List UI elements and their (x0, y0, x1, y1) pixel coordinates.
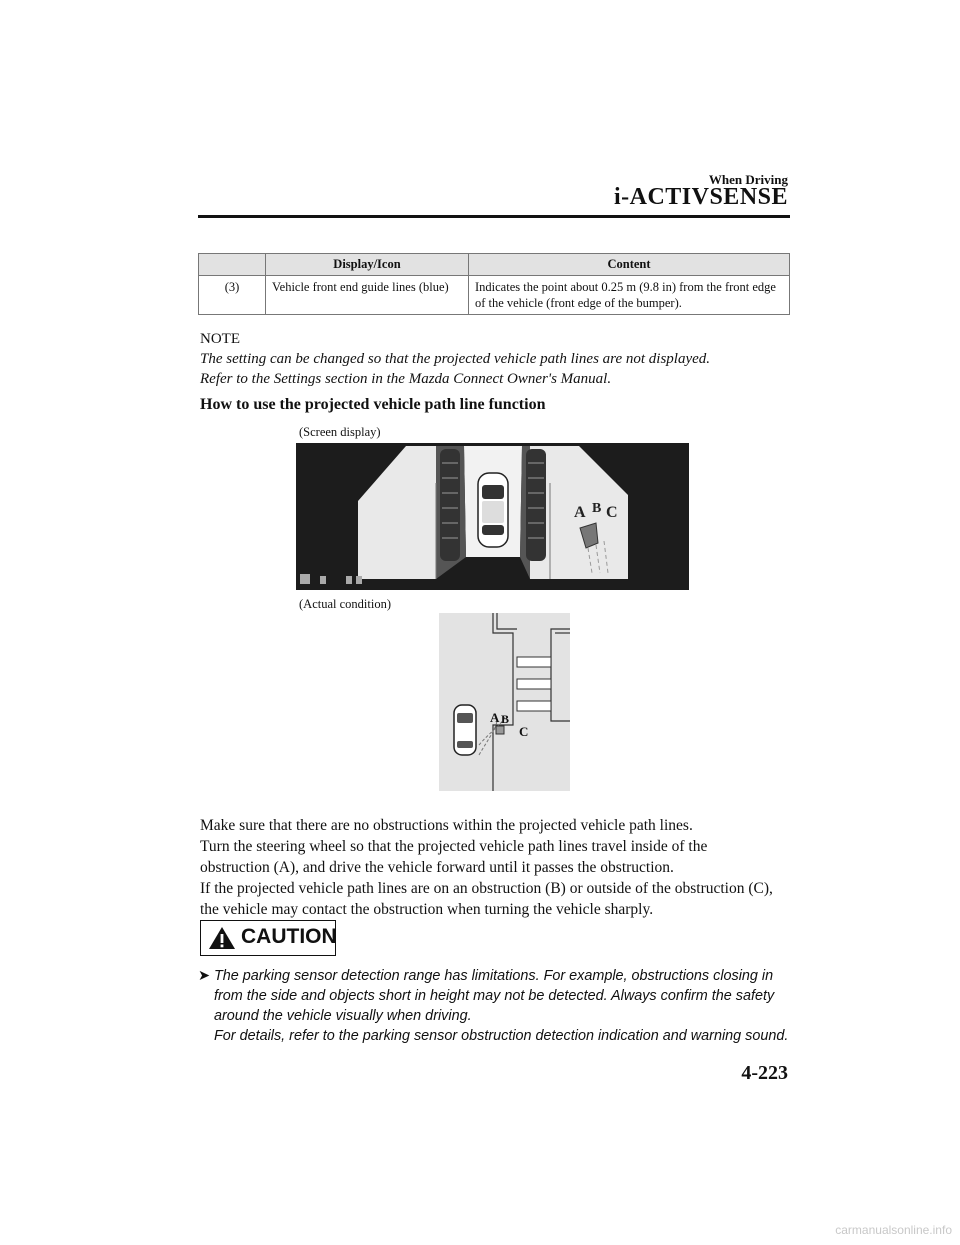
table-row (199, 276, 790, 315)
table-cell-content: Indicates the point about 0.25 m (9.8 in) from the front edge of the vehicle (front edge of the bumper). (469, 276, 790, 315)
note-line: The setting can be changed so that the projected vehicle path lines are not displayed. (200, 351, 711, 367)
screen-display-caption: (Screen display) (299, 425, 381, 439)
label-c: C (606, 504, 618, 521)
caution-line: from the side and objects short in height may not be detected. Always confirm the safety (214, 988, 775, 1004)
table-header-empty (199, 254, 266, 276)
warning-triangle-icon (208, 926, 236, 950)
label-b: B (592, 501, 602, 516)
table-header-row (199, 254, 790, 276)
caution-line: around the vehicle visually when driving. (214, 1008, 472, 1024)
table-cell-id: (3) (199, 276, 266, 315)
header-rule (198, 215, 790, 218)
screen-display-figure (296, 443, 689, 590)
caution-line: The parking sensor detection range has limitations. For example, obstructions closing in (214, 968, 774, 984)
page-number: 4-223 (741, 1062, 788, 1084)
paragraph-line: Make sure that there are no obstructions within the projected vehicle path lines. (200, 817, 693, 834)
label-a: A (574, 504, 586, 521)
note-heading: NOTE (200, 331, 240, 347)
actual-condition-caption: (Actual condition) (299, 597, 391, 611)
label-c: C (519, 724, 529, 739)
actual-condition-figure (439, 613, 570, 791)
section-title: When Driving (708, 172, 788, 187)
paragraph-line: Turn the steering wheel so that the projected vehicle path lines travel inside of the (200, 838, 708, 855)
vehicle-icon (478, 473, 508, 547)
table-header-display-icon: Display/Icon (266, 254, 469, 276)
chapter-title: i-ACTIVSENSE (613, 184, 788, 210)
paragraph-line: If the projected vehicle path lines are on an obstruction (B) or outside of the obstruction (C), (200, 880, 773, 897)
label-b: B (501, 712, 510, 726)
label-a: A (490, 710, 500, 725)
arrow-bullet-icon: ➤ (198, 968, 211, 984)
table-header-content: Content (469, 254, 790, 276)
body-paragraph (200, 815, 800, 920)
caution-label: CAUTION (241, 925, 337, 948)
howto-heading: How to use the projected vehicle path line function (200, 396, 546, 413)
note-line: Refer to the Settings section in the Mazda Connect Owner's Manual. (200, 371, 612, 387)
paragraph-line: the vehicle may contact the obstruction when turning the vehicle sharply. (200, 901, 654, 918)
caution-bullet (198, 966, 798, 1046)
note-text (200, 349, 800, 389)
caution-line: For details, refer to the parking sensor obstruction detection indication and warning sound. (214, 1028, 789, 1044)
display-icon-table (198, 253, 790, 315)
paragraph-line: obstruction (A), and drive the vehicle forward until it passes the obstruction. (200, 859, 674, 876)
table-cell-icon: Vehicle front end guide lines (blue) (266, 276, 469, 315)
footer-watermark: carmanualsonline.info (835, 1223, 952, 1237)
vehicle-topview (454, 705, 476, 755)
